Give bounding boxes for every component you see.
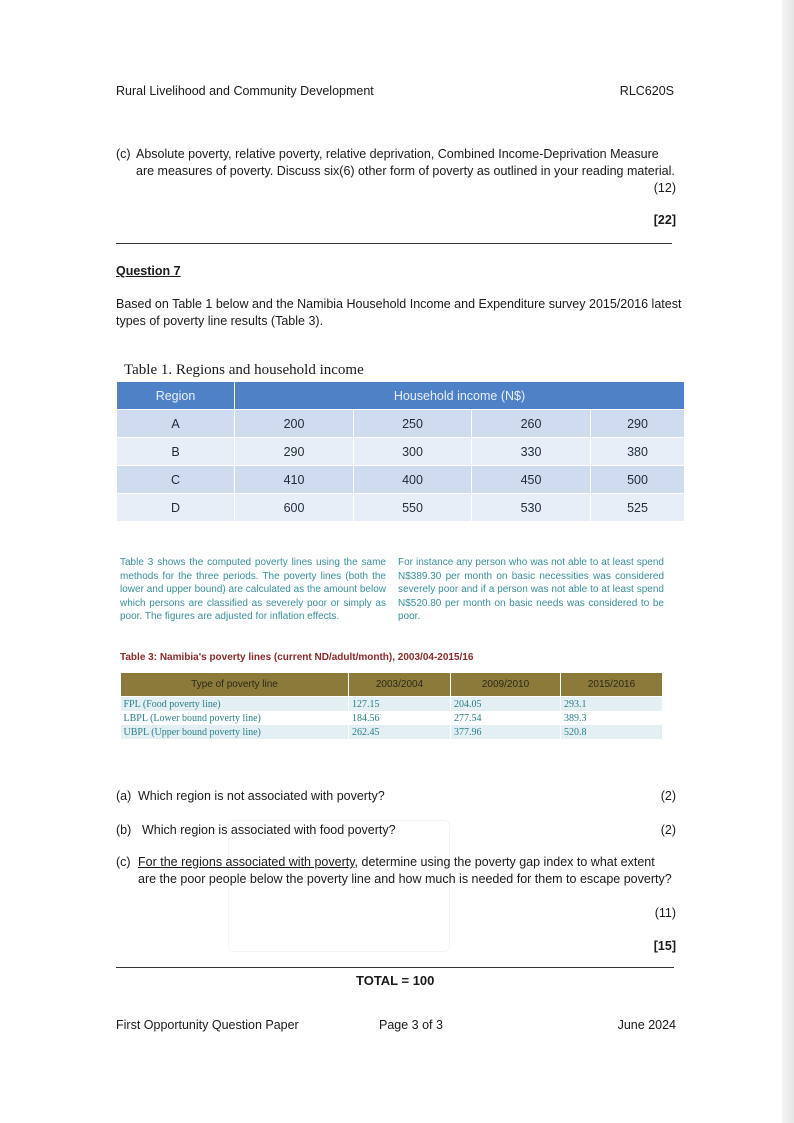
table-cell: B xyxy=(117,438,235,466)
table-header: 2015/2016 xyxy=(561,673,663,697)
table-row xyxy=(121,711,663,725)
paragraph-right: For instance any person who was not able to at least spend N$389.30 per month on basic necessities was considered severely poor and if a person was not able to at least spend N$520.80 per month on basic needs was considered to be poor. xyxy=(398,557,664,622)
table-1-caption: Table 1. Regions and household income xyxy=(124,362,364,378)
table-cell: 204.05 xyxy=(451,697,561,712)
table-cell: 400 xyxy=(354,466,472,494)
table-row xyxy=(117,410,685,438)
question-c xyxy=(116,854,676,888)
table-cell: 127.15 xyxy=(349,697,451,712)
table-cell: 520.8 xyxy=(561,725,663,739)
table-header: 2009/2010 xyxy=(451,673,561,697)
question-label: (c) xyxy=(116,147,131,161)
question-7-intro: Based on Table 1 below and the Namibia Household Income and Expenditure survey 2015/2016 latest types of poverty line results (Table 3). xyxy=(116,297,682,328)
marks: (12) xyxy=(653,181,676,195)
table-row xyxy=(117,438,685,466)
table-header: 2003/2004 xyxy=(349,673,451,697)
question-b xyxy=(116,822,676,839)
section-total-marks: [22] xyxy=(653,213,676,227)
prev-question-c xyxy=(116,146,676,180)
table-cell: UBPL (Upper bound poverty line) xyxy=(121,725,349,739)
question-label: (c) xyxy=(116,855,131,869)
table-cell: 290 xyxy=(591,410,685,438)
table-cell: 600 xyxy=(235,494,354,522)
table-cell: 250 xyxy=(354,410,472,438)
table-cell: 277.54 xyxy=(451,711,561,725)
question-text: Which region is associated with food poverty? xyxy=(142,823,396,837)
table-cell: 389.3 xyxy=(561,711,663,725)
question-label: (b) xyxy=(116,823,132,837)
table-header-region: Region xyxy=(117,382,235,410)
table-cell: 410 xyxy=(235,466,354,494)
table-cell: 550 xyxy=(354,494,472,522)
question-text xyxy=(138,854,676,888)
marks: (2) xyxy=(660,789,676,803)
question-label: (a) xyxy=(116,789,132,803)
table-cell: 500 xyxy=(591,466,685,494)
question-text: Which region is not associated with poverty? xyxy=(138,789,385,803)
section-total-marks: [15] xyxy=(653,939,676,953)
table-cell: FPL (Food poverty line) xyxy=(121,697,349,712)
question-7-heading: Question 7 xyxy=(116,264,181,278)
table-row xyxy=(117,466,685,494)
table-cell: 262.45 xyxy=(349,725,451,739)
table-row xyxy=(121,725,663,739)
table-row xyxy=(117,494,685,522)
table-3 xyxy=(120,672,663,739)
divider xyxy=(116,243,672,244)
table-3-caption: Table 3: Namibia's poverty lines (current ND/adult/month), 2003/04-2015/16 xyxy=(120,652,474,663)
divider xyxy=(116,967,674,968)
table-row xyxy=(121,697,663,712)
course-code: RLC620S xyxy=(619,84,674,98)
table-cell: 530 xyxy=(472,494,591,522)
table-cell: 525 xyxy=(591,494,685,522)
table-cell: 290 xyxy=(235,438,354,466)
table-cell: LBPL (Lower bound poverty line) xyxy=(121,711,349,725)
underlined-phrase: For the regions associated with poverty xyxy=(138,855,355,869)
paragraph-left: Table 3 shows the computed poverty lines using the same methods for the three periods. The poverty lines (both the lower and upper bound) are calculated as the amount below which persons are classified as severely poor or simply as poor. The figures are adjusted for inflation effects. xyxy=(120,557,386,622)
question-text: Absolute poverty, relative poverty, relative deprivation, Combined Income-Deprivation Measure are measures of poverty. Discuss six(6) other form of poverty as outlined in your reading material. xyxy=(136,147,675,178)
question-a xyxy=(116,788,676,805)
table-cell: 377.96 xyxy=(451,725,561,739)
table-header-income: Household income (N$) xyxy=(235,382,685,410)
total-marks: TOTAL = 100 xyxy=(356,973,435,988)
marks: (11) xyxy=(654,906,676,920)
table-cell: 330 xyxy=(472,438,591,466)
table-cell: 300 xyxy=(354,438,472,466)
table-header: Type of poverty line xyxy=(121,673,349,697)
table-cell: 293.1 xyxy=(561,697,663,712)
question-text-rest: , determine using the poverty gap index to what extent are the poor people below the poverty line and how much is needed for them to escape poverty? xyxy=(138,855,672,886)
table-cell: 450 xyxy=(472,466,591,494)
footer-date: June 2024 xyxy=(617,1018,676,1032)
footer-left: First Opportunity Question Paper xyxy=(116,1018,299,1032)
table-cell: 200 xyxy=(235,410,354,438)
table-cell: A xyxy=(117,410,235,438)
table-1 xyxy=(116,381,685,522)
table-cell: 260 xyxy=(472,410,591,438)
marks: (2) xyxy=(660,823,676,837)
table-cell: C xyxy=(117,466,235,494)
page-edge xyxy=(782,0,794,1123)
table-cell: 380 xyxy=(591,438,685,466)
course-title: Rural Livelihood and Community Development xyxy=(116,84,374,98)
table-cell: 184.56 xyxy=(349,711,451,725)
table-cell: D xyxy=(117,494,235,522)
page-number: Page 3 of 3 xyxy=(379,1018,443,1032)
